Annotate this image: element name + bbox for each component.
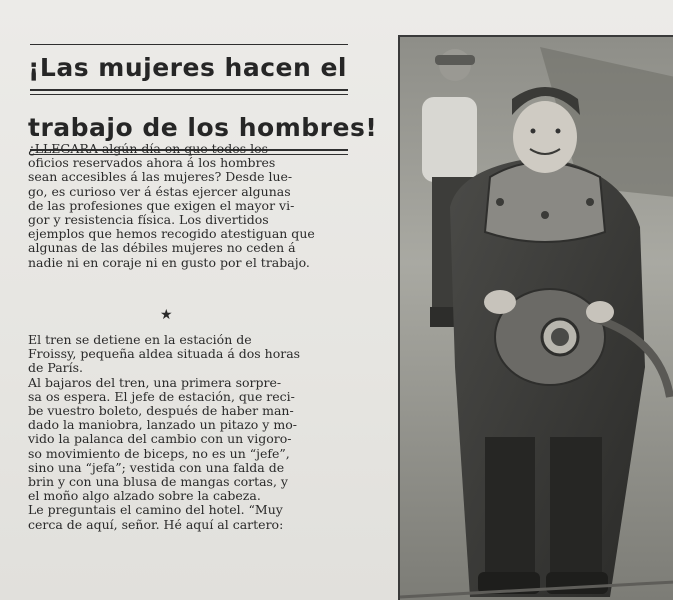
body-line: de París. (28, 360, 84, 376)
photo-diver-woman (398, 35, 673, 600)
article-body (28, 333, 350, 532)
photo-illustration (400, 37, 673, 600)
headline-top-rule (30, 44, 348, 45)
intro-line: ¿LLEGARA algún día en que todos los (28, 141, 269, 156)
intro-line: ejemplos que hemos recogido atestiguan que (28, 226, 315, 242)
intro-line: de las profesiones que exigen el mayor vi- (28, 197, 295, 213)
intro-line: oficios reservados ahora á los hombres (28, 155, 276, 171)
body-line: dado la maniobra, lanzado un pitazo y mo- (28, 417, 297, 433)
body-line: el moño algo alzado sobre la cabeza. (28, 488, 261, 504)
headline-mid-rule (30, 89, 348, 91)
body-line: Le preguntais el camino del hotel. “Muy (28, 502, 283, 518)
intro-paragraph (28, 142, 350, 270)
intro-line: nadie ni en coraje ni en gusto por el trabajo. (28, 254, 310, 270)
intro-line: algunas de las débiles mujeres no ceden á (28, 240, 296, 256)
body-line: Froissy, pequeña aldea situada á dos horas (28, 346, 301, 362)
body-line: so movimiento de biceps, no es un “jefe”, (28, 445, 290, 461)
headline (18, 44, 378, 155)
intro-line: gor y resistencia física. Los divertidos (28, 212, 269, 228)
body-line: Al bajaros del tren, una primera sorpre- (28, 374, 282, 390)
body-line: vido la palanca del cambio con un vigoro- (28, 431, 292, 447)
body-line: sino una “jefa”; vestida con una falda de (28, 459, 285, 475)
headline-mid-rule-2 (30, 94, 348, 95)
body-line: be vuestro boleto, después de haber man- (28, 403, 294, 419)
section-star-separator: ★ (160, 307, 173, 323)
body-line: cerca de aquí, señor. Hé aquí al cartero: (28, 516, 284, 532)
intro-line: go, es curioso ver á éstas ejercer algunas (28, 183, 291, 199)
body-line: El tren se detiene en la estación de (28, 332, 252, 347)
body-line: sa os espera. El jefe de estación, que reci- (28, 388, 295, 404)
intro-line: sean accesibles á las mujeres? Desde lue- (28, 169, 293, 185)
headline-line-1: ¡Las mujeres hacen el (28, 53, 347, 82)
headline-line-2: trabajo de los hombres! (28, 113, 378, 142)
body-line: brin y con una blusa de mangas cortas, y (28, 474, 288, 490)
